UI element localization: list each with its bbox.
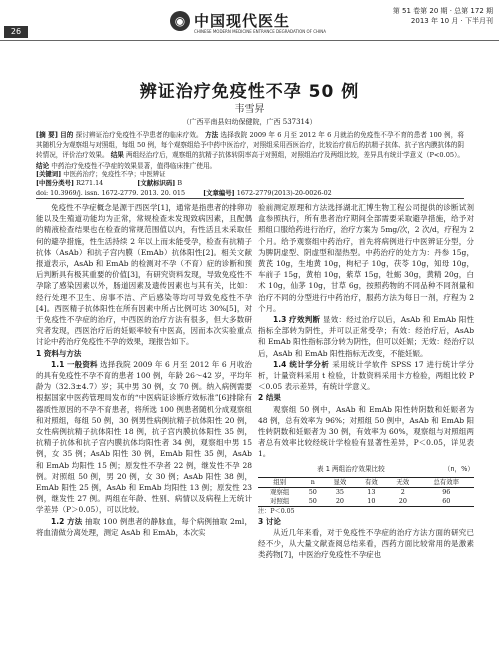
clc-value: R271.14 xyxy=(76,179,104,188)
page-header xyxy=(0,0,499,41)
table-row xyxy=(258,497,474,507)
body-column-right xyxy=(258,202,474,561)
doi-text: doi: 10.3969/j. issn. 1672-2779. 2013. 20. 015 xyxy=(36,188,186,197)
subsection-heading-1-4: 1.4 统计学分析 xyxy=(273,359,330,369)
table-row xyxy=(258,487,474,497)
article-id-value: 1672-2779(2013)-20-0026-02 xyxy=(236,188,332,197)
objective-text: 探讨辨证治疗免疫性不孕患者的临床疗效。 xyxy=(75,131,203,139)
article-title: 辨证治疗免疫性不孕 50 例 xyxy=(139,82,360,102)
classification-row xyxy=(36,179,464,188)
table-cell: 20 xyxy=(324,497,355,507)
result-text: 两组经治疗后，观察组的抗精子抗体转阴率高于对照组，对照组治疗及两组比较，差异具有统计学意义（P<0.05）。 xyxy=(126,151,465,160)
doc-code-label: [文献标识码] xyxy=(137,179,176,188)
keywords-text: 中医药治疗；免疫性不孕；中医辨证 xyxy=(63,170,166,178)
table-header-cell: 有效 xyxy=(356,477,387,487)
table-header-cell: 显效 xyxy=(324,477,355,487)
table-cell: 50 xyxy=(308,487,317,496)
method-continued-paragraph: 验前测定原理和方法选择湖北汇博生物工程公司提供的诊断试剂盒参照执行，所有患者治疗期间全部需要采取避孕措施，给予对照组口服给药进行治疗，治疗方案为 5mg/次，2 次/d，疗程为 2 个月。给予观察组中药治疗，首先将病例进行中医辨证分型，分为脾阴虚型、阴虚型和湿热型。中药治疗的处方为：丹参 15g，黄芪 10g，生地黄 10g，枸杞子 10g，茯苓 10g，知母 10g，车前子 15g，黄柏 10g，紫草 15g，牡蛎 30g，黄精 20g，白术 10g，仙茅 10g，甘草 6g，按照药物的不同品种不同剂量和治疗不同的分型进行中药治疗，服药方法为每日一剂，疗程为 2 个月。 xyxy=(258,203,474,313)
table-header-cell: 无效 xyxy=(387,477,418,487)
table-cell: 2 xyxy=(400,487,405,496)
subsection-heading-1-2: 1.2 方法 xyxy=(51,516,83,526)
table-cell: 10 xyxy=(356,497,387,507)
conclusion-text: 中药治疗免疫性不孕症的效果显著，值得临床推广使用。 xyxy=(51,161,217,170)
table-cell: 20 xyxy=(387,497,418,507)
paragraph-1-2-text: 抽取 100 例患者的静脉血，每个病例抽取 2ml，将血清做分离处理，测定 AsAb 和 EmAb，本次实 xyxy=(36,516,253,537)
article-id-label: [文章编号] xyxy=(203,188,235,197)
issue-volume: 第 51 卷第 20 期 · 总第 172 期 xyxy=(392,7,493,15)
section-heading-2: 2 结果 xyxy=(258,393,281,403)
result-label: 结果 xyxy=(110,151,124,160)
article-affiliation: （广西平南县妇幼保健院，广西 537314） xyxy=(182,118,317,126)
method-text: 选择我院 2009 年 6 月至 2012 年 6 月就治的免疫性不孕不育的患者 100 例，将其随机分为观察组与对照组，每组 50 例，每个观察组给予中药中医治疗，对照组采用西医治疗，比较治疗前后的抗精子抗体、抗子宫内膜抗体的阴转情况，评价治疗效果。 xyxy=(36,131,465,160)
table-cell: 96 xyxy=(442,487,451,496)
intro-paragraph: 免疫性不孕症概念是源于西医学[1]，通常是指患者的排卵功能以及生殖道功能均为正常，常规检查未发现致病因素，且配偶的精液检查结果也在检查的常规范围值以内，有性活且未采取任何的避孕措施，性生活持续 2 年以上而未能受孕，检查有抗精子抗体（AsAb）和抗子宫内膜（EmAb）抗体阳性[2]。相关文献报道表示，AsAb 和 EmAb 的检测对不孕（不育）症的诊断和预后判断具有极其重要的价值[3]，有研究资料发现，导致免疫性不孕除了感染因素以外，肠道因素及遗传因素也与其有关，比如：经行处理不卫生、房事不洁、产后感染等均可导致免疫性不孕[4]。西医精子抗体阳性在所有因素中所占比例可达 30%[5]，对于免疫性不孕症的治疗，中西医的治疗方法有很多，但大多数研究者发现，西医治疗后的妊娠率较有中医高，因而本次实验重点讨论中药治疗免疫性不孕的效果，现报告如下。 xyxy=(36,203,252,347)
doc-code-group xyxy=(137,179,198,187)
journal-name-cn: 中国现代医生 xyxy=(194,12,291,30)
section-heading-3: 3 讨论 xyxy=(258,516,281,526)
article-meta xyxy=(36,170,464,198)
clc-label: [中图分类号] xyxy=(36,179,75,188)
clc-group xyxy=(36,179,119,187)
table-cell: 50 xyxy=(301,497,324,507)
journal-name-en: CHINESE MODERN MEDICINE ENTRANCE DEGRADATION OF CHINA xyxy=(194,29,326,34)
results-paragraph: 观察组 50 例中，AsAb 和 EmAb 阳性转阴数和妊娠者为 48 例，总有效率为 96%；对照组 50 例中，AsAb 和 EmAb 阳性转阴数和妊娠者为 30 例，有效率为 60%，观察组与对照组两者总有效率比较经统计学检验有显著性差异，P＜0.05，详见表 1。 xyxy=(258,404,474,459)
subsection-heading-1-3: 1.3 疗效判断 xyxy=(273,315,321,325)
journal-emblem-icon: ◉ xyxy=(170,11,190,31)
results-table xyxy=(258,477,474,507)
table-cell: 13 xyxy=(367,487,376,496)
issue-date: 2013 年 10 月 · 下半月刊 xyxy=(410,17,493,25)
subsection-heading-1-1: 1.1 一般资料 xyxy=(51,359,98,369)
journal-logo xyxy=(170,10,330,38)
keywords-label: [关键词] xyxy=(36,170,62,178)
paragraph-1-1-text: 选择我院 2009 年 6 月至 2012 年 6 月收治的具有免疫性不孕不育的患者 100 例，年龄 26～42 岁，平均年龄为（32.3±4.7）岁；其中男 30 例，女 70 例。纳入病例需要根据国家中医药管理局发布的“中医病证诊断疗效标准”[6]排除有器质性原因的不孕不育患者，将所选 100 例患者随机分成观察组和对照组，每组 50 例，30 例男性病例抗精子抗体阳性 20 例，女性病例抗精子抗体阳性 18 例，抗子宫内膜抗体阳性 35 例，抗精子抗体和抗子宫内膜抗体均阳性者 34 例，观察组中男 15 例，女 35 例；AsAb 阳性 30 例，EmAb 阳性 35 例，AsAb 和 EmAb 均阳性 15 例；原发性不孕者 22 例，继发性不孕 28 例。对照组 50 例，男 20 例，女 30 例；AsAb 阳性 38 例，EmAb 阳性 25 例，AsAb 和 EmAb 均阳性 13 例；原发性 23 例，继发性 27 例。两组在年龄、性别、病情以及病程上无统计学差异（P＞0.05），可以比较。 xyxy=(36,359,252,515)
issue-info xyxy=(393,6,493,26)
discussion-paragraph: 从近几年来看，对于免疫性不孕症的治疗方法方面的研究已经不少，从大量文献查阅总结来看，西药方面比较常用的是激素类药物[7]，中医治疗免疫性不孕症也 xyxy=(258,528,474,560)
doi-row xyxy=(36,189,464,198)
conclusion-label: 结论 xyxy=(36,161,50,170)
table-cell: 对照组 xyxy=(258,497,301,507)
paragraph-1-4-text: 采用统计学软件 SPSS 17 进行统计学分析，计量资料采用 t 检验，计数资料采用卡方检验，两组比较 P＜0.05 表示差异，有统计学意义。 xyxy=(258,359,474,392)
article-author: 韦雪昇 xyxy=(234,104,265,115)
objective-label: 目的 xyxy=(60,131,74,139)
abstract xyxy=(36,130,464,171)
doc-code-value: B xyxy=(177,179,183,188)
table-unit: （n，%） xyxy=(443,464,474,473)
table-cell: 35 xyxy=(335,487,344,496)
table-header-cell: 总有效率 xyxy=(419,477,474,487)
keywords-row xyxy=(36,170,464,179)
body-column-left xyxy=(36,202,252,538)
page-number: 26 xyxy=(4,26,28,38)
table-cell: 60 xyxy=(419,497,474,507)
section-heading-1: 1 资料与方法 xyxy=(36,348,82,358)
table-caption-row xyxy=(258,464,474,475)
table-note: 注：P＜0.05 xyxy=(258,507,295,515)
table-header-cell: 组别 xyxy=(258,477,301,487)
article-id-group xyxy=(203,189,348,197)
table-header-cell: n xyxy=(301,477,324,487)
table-cell: 观察组 xyxy=(270,487,290,496)
table-caption: 表 1 两组治疗效果比较 xyxy=(317,464,385,473)
paragraph-1-3-text: 显效：经过治疗以后，AsAb 和 EmAb 阳性指标全部转为阴性，并可以正常受孕；有效：经治疗后，AsAb 和 EmAb 阳性指标部分转为阴性，但可以妊娠；无效：经治疗以后，AsAb 和 EmAb 阳性指标无改变，不能妊娠。 xyxy=(258,315,474,358)
abstract-divider xyxy=(36,198,464,199)
method-label: 方法 xyxy=(204,131,219,139)
table-header-row xyxy=(258,477,474,487)
paragraph-1-3 xyxy=(258,314,474,359)
abstract-label: [摘 要] xyxy=(36,131,58,139)
paragraph-1-2 xyxy=(36,516,252,538)
paragraph-1-1 xyxy=(36,359,252,516)
paragraph-1-4 xyxy=(258,359,474,393)
